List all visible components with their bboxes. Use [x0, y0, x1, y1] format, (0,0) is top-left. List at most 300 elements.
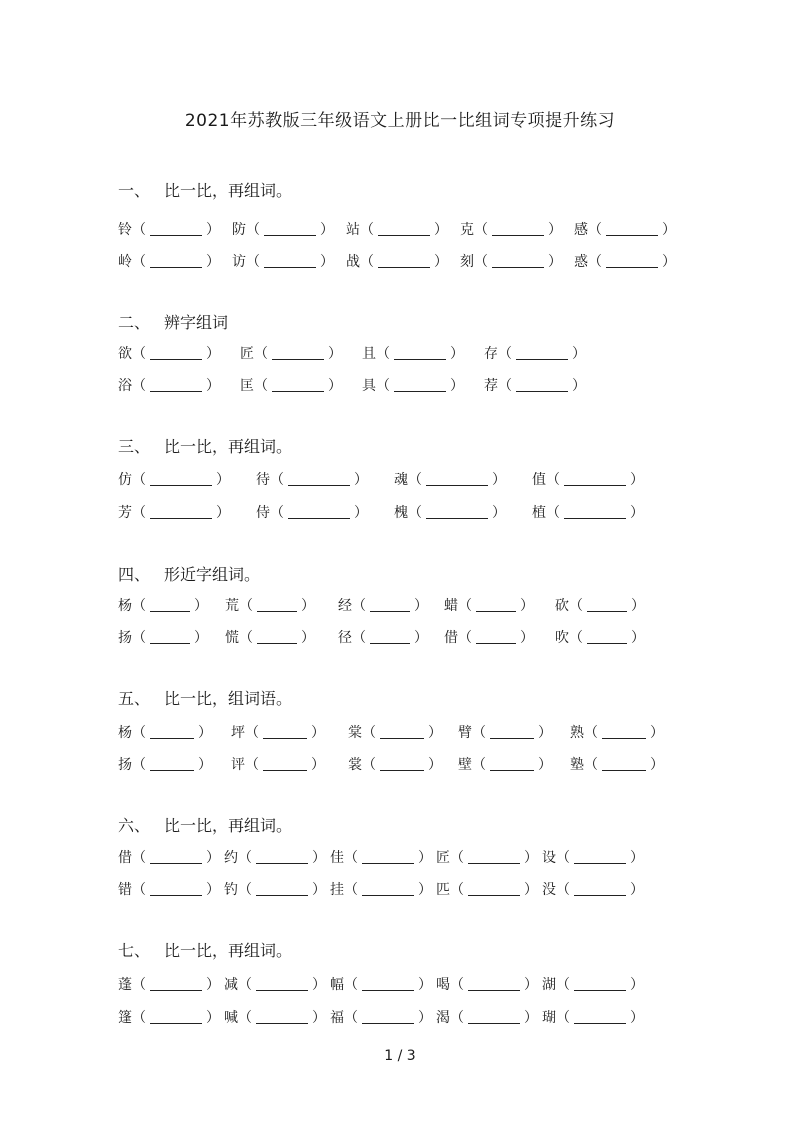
answer-blank[interactable] [574, 849, 626, 864]
word-item [542, 879, 644, 901]
answer-blank[interactable] [587, 629, 627, 644]
answer-blank[interactable] [256, 881, 308, 896]
character: 瑚 [542, 1010, 556, 1026]
open-paren: （ [450, 850, 464, 866]
word-item [118, 595, 208, 617]
character: 熟 [570, 725, 584, 741]
word-item [460, 219, 562, 241]
open-paren: （ [132, 222, 146, 238]
answer-blank[interactable] [150, 471, 212, 486]
word-item [444, 595, 534, 617]
close-paren: ） [548, 254, 562, 270]
answer-blank[interactable] [378, 221, 430, 236]
character: 荐 [484, 378, 498, 394]
word-item [232, 251, 334, 273]
answer-blank[interactable] [150, 756, 194, 771]
character: 砍 [555, 598, 569, 614]
answer-blank[interactable] [370, 597, 410, 612]
answer-blank[interactable] [490, 724, 534, 739]
open-paren: （ [270, 505, 284, 521]
open-paren: （ [584, 725, 598, 741]
close-paren: ） [206, 977, 220, 993]
close-paren: ） [216, 472, 230, 488]
open-paren: （ [344, 850, 358, 866]
close-paren: ） [194, 598, 208, 614]
open-paren: （ [569, 598, 583, 614]
close-paren: ） [418, 1010, 432, 1026]
character: 喝 [436, 977, 450, 993]
character: 待 [256, 472, 270, 488]
word-item [118, 722, 212, 744]
answer-blank[interactable] [150, 377, 202, 392]
close-paren: ） [311, 725, 325, 741]
close-paren: ） [524, 977, 538, 993]
close-paren: ） [206, 378, 220, 394]
section-title: 比一比，再组词。 [164, 816, 293, 835]
word-row [118, 502, 678, 524]
character: 侍 [256, 505, 270, 521]
open-paren: （ [132, 1010, 146, 1026]
open-paren: （ [376, 378, 390, 394]
section-number: 二、 [118, 313, 151, 332]
answer-blank[interactable] [394, 345, 446, 360]
word-item [231, 722, 325, 744]
answer-blank[interactable] [150, 976, 202, 991]
word-item [225, 627, 315, 649]
answer-blank[interactable] [426, 471, 488, 486]
character: 感 [574, 222, 588, 238]
character: 喊 [224, 1010, 238, 1026]
word-item [532, 469, 644, 491]
close-paren: ） [206, 254, 220, 270]
character: 槐 [394, 505, 408, 521]
word-item [118, 502, 230, 524]
open-paren: （ [245, 757, 259, 773]
open-paren: （ [132, 346, 146, 362]
close-paren: ） [492, 472, 506, 488]
word-item [224, 1007, 326, 1029]
character: 径 [338, 630, 352, 646]
word-item [256, 469, 368, 491]
word-row [118, 722, 678, 744]
word-item [330, 847, 432, 869]
character: 篷 [118, 1010, 132, 1026]
open-paren: （ [254, 378, 268, 394]
word-item [118, 974, 220, 996]
answer-blank[interactable] [257, 629, 297, 644]
word-item [118, 879, 220, 901]
answer-blank[interactable] [264, 221, 316, 236]
character: 减 [224, 977, 238, 993]
character: 福 [330, 1010, 344, 1026]
close-paren: ） [320, 254, 334, 270]
answer-blank[interactable] [574, 881, 626, 896]
character: 挂 [330, 882, 344, 898]
open-paren: （ [344, 1010, 358, 1026]
close-paren: ） [520, 630, 534, 646]
character: 经 [338, 598, 352, 614]
character: 植 [532, 505, 546, 521]
open-paren: （ [132, 254, 146, 270]
close-paren: ） [312, 1010, 326, 1026]
close-paren: ） [538, 757, 552, 773]
answer-blank[interactable] [150, 597, 190, 612]
section-number: 一、 [118, 181, 151, 200]
character: 仿 [118, 472, 132, 488]
answer-blank[interactable] [476, 597, 516, 612]
open-paren: （ [132, 725, 146, 741]
character: 钓 [224, 882, 238, 898]
character: 扬 [118, 757, 132, 773]
answer-blank[interactable] [426, 504, 488, 519]
open-paren: （ [344, 882, 358, 898]
close-paren: ） [418, 882, 432, 898]
character: 幅 [330, 977, 344, 993]
close-paren: ） [428, 757, 442, 773]
open-paren: （ [132, 757, 146, 773]
character: 没 [542, 882, 556, 898]
answer-blank[interactable] [380, 724, 424, 739]
open-paren: （ [239, 598, 253, 614]
open-paren: （ [588, 254, 602, 270]
word-item [330, 879, 432, 901]
open-paren: （ [238, 977, 252, 993]
close-paren: ） [320, 222, 334, 238]
answer-blank[interactable] [256, 1009, 308, 1024]
section-title: 比一比，再组词。 [164, 181, 293, 200]
word-item [118, 251, 220, 273]
answer-blank[interactable] [272, 377, 324, 392]
word-item [532, 502, 644, 524]
word-row [118, 847, 678, 869]
section-number: 五、 [118, 689, 151, 708]
character: 匠 [240, 346, 254, 362]
open-paren: （ [132, 882, 146, 898]
section-title: 比一比，再组词。 [164, 437, 293, 456]
answer-blank[interactable] [150, 504, 212, 519]
answer-blank[interactable] [394, 377, 446, 392]
close-paren: ） [354, 505, 368, 521]
word-item [240, 343, 342, 365]
close-paren: ） [524, 850, 538, 866]
character: 湖 [542, 977, 556, 993]
answer-blank[interactable] [150, 221, 202, 236]
word-item [458, 754, 552, 776]
word-row [118, 974, 678, 996]
character: 借 [444, 630, 458, 646]
answer-blank[interactable] [574, 976, 626, 991]
open-paren: （ [360, 222, 374, 238]
character: 站 [346, 222, 360, 238]
section-number: 四、 [118, 565, 151, 584]
close-paren: ） [206, 850, 220, 866]
section-heading [118, 938, 292, 961]
answer-blank[interactable] [370, 629, 410, 644]
word-item [362, 343, 464, 365]
close-paren: ） [662, 254, 676, 270]
close-paren: ） [418, 977, 432, 993]
answer-blank[interactable] [288, 504, 350, 519]
character: 防 [232, 222, 246, 238]
word-item [338, 595, 428, 617]
word-item [542, 974, 644, 996]
character: 吹 [555, 630, 569, 646]
close-paren: ） [538, 725, 552, 741]
answer-blank[interactable] [263, 756, 307, 771]
open-paren: （ [352, 630, 366, 646]
open-paren: （ [450, 882, 464, 898]
close-paren: ） [520, 598, 534, 614]
character: 战 [346, 254, 360, 270]
open-paren: （ [556, 977, 570, 993]
character: 杨 [118, 598, 132, 614]
character: 且 [362, 346, 376, 362]
word-item [346, 251, 448, 273]
close-paren: ） [630, 882, 644, 898]
word-item [118, 627, 208, 649]
section-title: 比一比，组词语。 [164, 689, 293, 708]
word-row [118, 375, 678, 397]
answer-blank[interactable] [362, 976, 414, 991]
answer-blank[interactable] [492, 221, 544, 236]
character: 渴 [436, 1010, 450, 1026]
character: 慌 [225, 630, 239, 646]
word-item [555, 595, 645, 617]
character: 惑 [574, 254, 588, 270]
section-heading [118, 813, 292, 836]
close-paren: ） [198, 725, 212, 741]
word-row [118, 251, 678, 273]
close-paren: ） [524, 882, 538, 898]
open-paren: （ [588, 222, 602, 238]
open-paren: （ [245, 725, 259, 741]
answer-blank[interactable] [257, 597, 297, 612]
close-paren: ） [216, 505, 230, 521]
word-item [460, 251, 562, 273]
open-paren: （ [362, 757, 376, 773]
word-item [330, 974, 432, 996]
answer-blank[interactable] [264, 253, 316, 268]
character: 错 [118, 882, 132, 898]
word-item [118, 219, 220, 241]
open-paren: （ [450, 977, 464, 993]
section-heading [118, 310, 228, 333]
character: 具 [362, 378, 376, 394]
close-paren: ） [418, 850, 432, 866]
word-item [118, 469, 230, 491]
open-paren: （ [132, 598, 146, 614]
word-row [118, 595, 678, 617]
answer-blank[interactable] [490, 756, 534, 771]
answer-blank[interactable] [476, 629, 516, 644]
character: 借 [118, 850, 132, 866]
open-paren: （ [362, 725, 376, 741]
answer-blank[interactable] [492, 253, 544, 268]
character: 蜡 [444, 598, 458, 614]
answer-blank[interactable] [380, 756, 424, 771]
answer-blank[interactable] [263, 724, 307, 739]
word-item [542, 847, 644, 869]
answer-blank[interactable] [288, 471, 350, 486]
word-item [458, 722, 552, 744]
word-item [570, 722, 664, 744]
answer-blank[interactable] [587, 597, 627, 612]
answer-blank[interactable] [256, 849, 308, 864]
open-paren: （ [556, 1010, 570, 1026]
close-paren: ） [414, 598, 428, 614]
word-item [225, 595, 315, 617]
answer-blank[interactable] [272, 345, 324, 360]
word-item [484, 343, 586, 365]
word-item [542, 1007, 644, 1029]
open-paren: （ [132, 630, 146, 646]
word-item [348, 722, 442, 744]
answer-blank[interactable] [602, 756, 646, 771]
close-paren: ） [434, 222, 448, 238]
character: 佳 [330, 850, 344, 866]
word-item [436, 974, 538, 996]
open-paren: （ [238, 1010, 252, 1026]
close-paren: ） [630, 505, 644, 521]
close-paren: ） [630, 850, 644, 866]
close-paren: ） [492, 505, 506, 521]
close-paren: ） [572, 346, 586, 362]
section-number: 七、 [118, 941, 151, 960]
character: 扬 [118, 630, 132, 646]
section-heading [118, 686, 292, 709]
word-item [436, 1007, 538, 1029]
open-paren: （ [239, 630, 253, 646]
open-paren: （ [344, 977, 358, 993]
answer-blank[interactable] [606, 221, 658, 236]
section-heading [118, 434, 292, 457]
word-item [232, 219, 334, 241]
open-paren: （ [408, 472, 422, 488]
answer-blank[interactable] [574, 1009, 626, 1024]
close-paren: ） [328, 378, 342, 394]
close-paren: ） [194, 630, 208, 646]
word-row [118, 879, 678, 901]
character: 存 [484, 346, 498, 362]
close-paren: ） [630, 977, 644, 993]
character: 欲 [118, 346, 132, 362]
word-item [231, 754, 325, 776]
close-paren: ） [630, 1010, 644, 1026]
character: 臂 [458, 725, 472, 741]
open-paren: （ [360, 254, 374, 270]
close-paren: ） [650, 757, 664, 773]
open-paren: （ [238, 850, 252, 866]
close-paren: ） [630, 472, 644, 488]
answer-blank[interactable] [362, 1009, 414, 1024]
answer-blank[interactable] [468, 849, 520, 864]
close-paren: ） [414, 630, 428, 646]
character: 塾 [570, 757, 584, 773]
word-item [394, 502, 506, 524]
word-item [574, 219, 676, 241]
open-paren: （ [352, 598, 366, 614]
word-row [118, 627, 678, 649]
close-paren: ） [206, 346, 220, 362]
open-paren: （ [246, 254, 260, 270]
word-item [362, 375, 464, 397]
close-paren: ） [206, 222, 220, 238]
answer-blank[interactable] [516, 377, 568, 392]
close-paren: ） [328, 346, 342, 362]
character: 魂 [394, 472, 408, 488]
open-paren: （ [556, 850, 570, 866]
answer-blank[interactable] [150, 1009, 202, 1024]
answer-blank[interactable] [378, 253, 430, 268]
close-paren: ） [301, 598, 315, 614]
character: 棠 [348, 725, 362, 741]
open-paren: （ [569, 630, 583, 646]
answer-blank[interactable] [468, 976, 520, 991]
open-paren: （ [498, 378, 512, 394]
page-number: 1 / 3 [384, 1048, 416, 1064]
character: 值 [532, 472, 546, 488]
open-paren: （ [474, 222, 488, 238]
character: 浴 [118, 378, 132, 394]
answer-blank[interactable] [468, 1009, 520, 1024]
close-paren: ） [548, 222, 562, 238]
open-paren: （ [450, 1010, 464, 1026]
page-title: 2021年苏教版三年级语文上册比一比组词专项提升练习 [184, 111, 616, 131]
open-paren: （ [546, 472, 560, 488]
answer-blank[interactable] [150, 849, 202, 864]
section-title: 比一比，再组词。 [164, 941, 293, 960]
character: 坪 [231, 725, 245, 741]
word-item [118, 1007, 220, 1029]
word-item [240, 375, 342, 397]
close-paren: ） [631, 630, 645, 646]
answer-blank[interactable] [362, 849, 414, 864]
open-paren: （ [270, 472, 284, 488]
word-item [118, 754, 212, 776]
close-paren: ） [312, 977, 326, 993]
word-row [118, 219, 678, 241]
close-paren: ） [312, 882, 326, 898]
answer-blank[interactable] [256, 976, 308, 991]
character: 蓬 [118, 977, 132, 993]
word-item [118, 375, 220, 397]
answer-blank[interactable] [150, 345, 202, 360]
word-item [436, 847, 538, 869]
answer-blank[interactable] [362, 881, 414, 896]
answer-blank[interactable] [150, 253, 202, 268]
character: 匹 [436, 882, 450, 898]
character: 访 [232, 254, 246, 270]
answer-blank[interactable] [150, 629, 190, 644]
word-row [118, 754, 678, 776]
open-paren: （ [238, 882, 252, 898]
section-number: 三、 [118, 437, 151, 456]
word-item [224, 879, 326, 901]
open-paren: （ [132, 977, 146, 993]
word-item [555, 627, 645, 649]
answer-blank[interactable] [468, 881, 520, 896]
answer-blank[interactable] [564, 471, 626, 486]
answer-blank[interactable] [564, 504, 626, 519]
close-paren: ） [450, 346, 464, 362]
answer-blank[interactable] [516, 345, 568, 360]
answer-blank[interactable] [150, 881, 202, 896]
answer-blank[interactable] [602, 724, 646, 739]
word-item [224, 974, 326, 996]
open-paren: （ [132, 505, 146, 521]
answer-blank[interactable] [150, 724, 194, 739]
answer-blank[interactable] [606, 253, 658, 268]
